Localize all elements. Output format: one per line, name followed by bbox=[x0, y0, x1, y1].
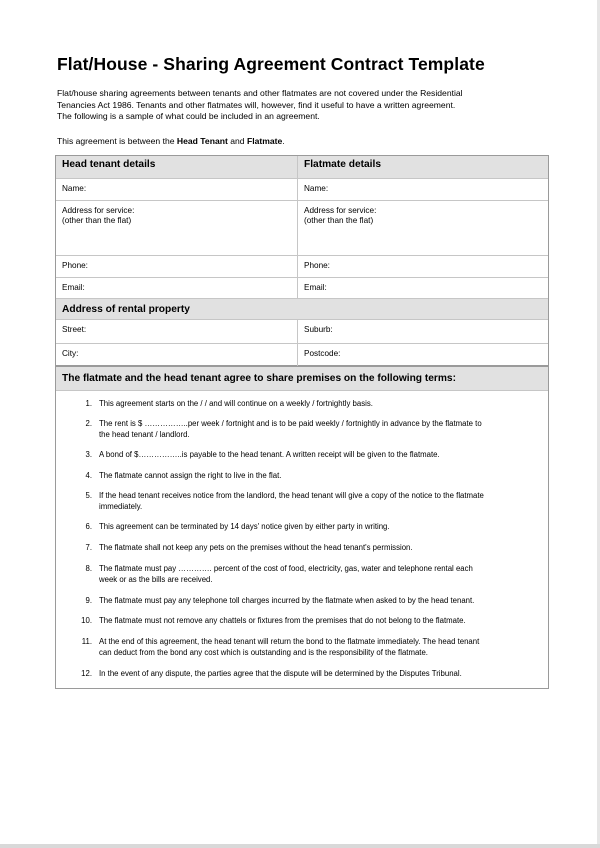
page-title: Flat/House - Sharing Agreement Contract Template bbox=[57, 54, 485, 74]
address-label: Address for service: bbox=[62, 206, 135, 215]
head-tenant-term: Head Tenant bbox=[176, 136, 228, 146]
term-number: 4. bbox=[85, 471, 92, 480]
postcode-label: Postcode: bbox=[304, 349, 341, 358]
term-text bbox=[99, 450, 540, 461]
phone-label: Phone: bbox=[304, 261, 330, 270]
intro-line: The following is a sample of what could be included in an agreement. bbox=[57, 111, 320, 122]
postcode-field[interactable] bbox=[298, 344, 548, 366]
head-tenant-name-field[interactable] bbox=[56, 179, 298, 200]
city-field[interactable] bbox=[56, 344, 298, 366]
term-text bbox=[99, 491, 540, 512]
term-number: 12. bbox=[81, 669, 92, 678]
term-line: If the head tenant receives notice from the landlord, the head tenant will give a copy of the notice to the flatmate bbox=[99, 491, 484, 500]
term-line: can deduct from the bond any cost which is outstanding and is the responsibility of the flatmate. bbox=[99, 647, 428, 657]
terms-header: The flatmate and the head tenant agree to share premises on the following terms: bbox=[56, 367, 548, 391]
between-prefix: This agreement is between the bbox=[57, 136, 177, 146]
suburb-field[interactable] bbox=[298, 320, 548, 343]
term-text bbox=[99, 637, 540, 658]
phone-label: Phone: bbox=[62, 261, 88, 270]
head-tenant-address-field[interactable] bbox=[56, 201, 298, 255]
flatmate-address-field[interactable] bbox=[298, 201, 548, 255]
street-label: Street: bbox=[62, 325, 87, 334]
rental-property-header: Address of rental property bbox=[56, 299, 548, 320]
email-label: Email: bbox=[62, 283, 85, 292]
term-text bbox=[99, 419, 540, 440]
term-line: At the end of this agreement, the head tenant will return the bond to the flatmate immediately. The head tenant bbox=[99, 637, 480, 646]
term-text bbox=[99, 522, 540, 533]
suburb-label: Suburb: bbox=[304, 325, 333, 334]
flatmate-term: Flatmate bbox=[246, 136, 283, 146]
term-line: week or as the bills are received. bbox=[99, 574, 213, 584]
phone-row bbox=[56, 256, 548, 278]
terms-table bbox=[55, 366, 549, 689]
email-row bbox=[56, 278, 548, 299]
term-line: The flatmate cannot assign the right to live in the flat. bbox=[99, 471, 282, 480]
term-number: 7. bbox=[85, 543, 92, 552]
term-number: 2. bbox=[85, 419, 92, 428]
address-label: Address for service: bbox=[304, 206, 377, 215]
term-number: 1. bbox=[85, 399, 92, 408]
term-number: 11. bbox=[81, 637, 92, 646]
details-table bbox=[55, 155, 549, 366]
intro-line: Flat/house sharing agreements between tenants and other flatmates are not covered under the Residential bbox=[57, 88, 463, 98]
address-row bbox=[56, 201, 548, 256]
term-text bbox=[99, 471, 540, 482]
term-number: 8. bbox=[85, 564, 92, 573]
term-text bbox=[99, 596, 540, 607]
address-sublabel: (other than the flat) bbox=[62, 215, 132, 225]
term-line: the head tenant / landlord. bbox=[99, 429, 190, 439]
term-line: The flatmate must not remove any chattels or fixtures from the premises that do not belong to the flatmate. bbox=[99, 616, 466, 625]
term-text bbox=[99, 564, 540, 585]
term-line: The flatmate shall not keep any pets on the premises without the head tenant's permission. bbox=[99, 543, 413, 552]
term-number: 10. bbox=[81, 616, 92, 625]
term-line: In the event of any dispute, the parties agree that the dispute will be determined by the Disputes Tribunal. bbox=[99, 669, 462, 678]
intro-paragraph bbox=[57, 88, 557, 123]
city-label: City: bbox=[62, 349, 79, 358]
term-line: A bond of $……………..is payable to the head tenant. A written receipt will be given to the flatmate. bbox=[99, 450, 440, 459]
head-tenant-email-field[interactable] bbox=[56, 278, 298, 298]
term-number: 3. bbox=[85, 450, 92, 459]
term-text bbox=[99, 669, 540, 680]
term-number: 6. bbox=[85, 522, 92, 531]
details-header-row bbox=[56, 156, 548, 179]
address-sublabel: (other than the flat) bbox=[304, 215, 374, 225]
terms-list bbox=[56, 391, 548, 688]
flatmate-name-field[interactable] bbox=[298, 179, 548, 200]
term-text bbox=[99, 543, 540, 554]
name-label: Name: bbox=[304, 184, 329, 193]
flatmate-details-header: Flatmate details bbox=[304, 159, 381, 170]
name-label: Name: bbox=[62, 184, 87, 193]
between-suffix: . bbox=[282, 136, 285, 146]
flatmate-email-field[interactable] bbox=[298, 278, 548, 298]
intro-line: Tenancies Act 1986. Tenants and other flatmates will, however, find it useful to have a written agreement. bbox=[57, 99, 456, 110]
street-field[interactable] bbox=[56, 320, 298, 343]
term-number: 5. bbox=[85, 491, 92, 500]
between-and: and bbox=[227, 136, 247, 146]
agreement-parties-line bbox=[57, 136, 285, 146]
term-line: This agreement starts on the / / and will continue on a weekly / fortnightly basis. bbox=[99, 399, 373, 408]
flatmate-phone-field[interactable] bbox=[298, 256, 548, 277]
term-line: immediately. bbox=[99, 501, 143, 511]
term-text bbox=[99, 399, 540, 410]
name-row bbox=[56, 179, 548, 201]
term-line: This agreement can be terminated by 14 days' notice given by either party in writing. bbox=[99, 522, 390, 531]
head-tenant-details-header: Head tenant details bbox=[56, 156, 298, 178]
term-text bbox=[99, 616, 540, 627]
street-row bbox=[56, 320, 548, 344]
head-tenant-phone-field[interactable] bbox=[56, 256, 298, 277]
email-label: Email: bbox=[304, 283, 327, 292]
page-shadow-bottom bbox=[0, 844, 600, 848]
term-number: 9. bbox=[85, 596, 92, 605]
term-line: The flatmate must pay …………. percent of the cost of food, electricity, gas, water and telephone rental each bbox=[99, 564, 473, 573]
term-line: The rent is $ ……………..per week / fortnight and is to be paid weekly / fortnightly in advance by the flatmate to bbox=[99, 419, 482, 428]
city-row bbox=[56, 344, 548, 366]
term-line: The flatmate must pay any telephone toll charges incurred by the flatmate when asked to by the head tenant. bbox=[99, 596, 475, 605]
